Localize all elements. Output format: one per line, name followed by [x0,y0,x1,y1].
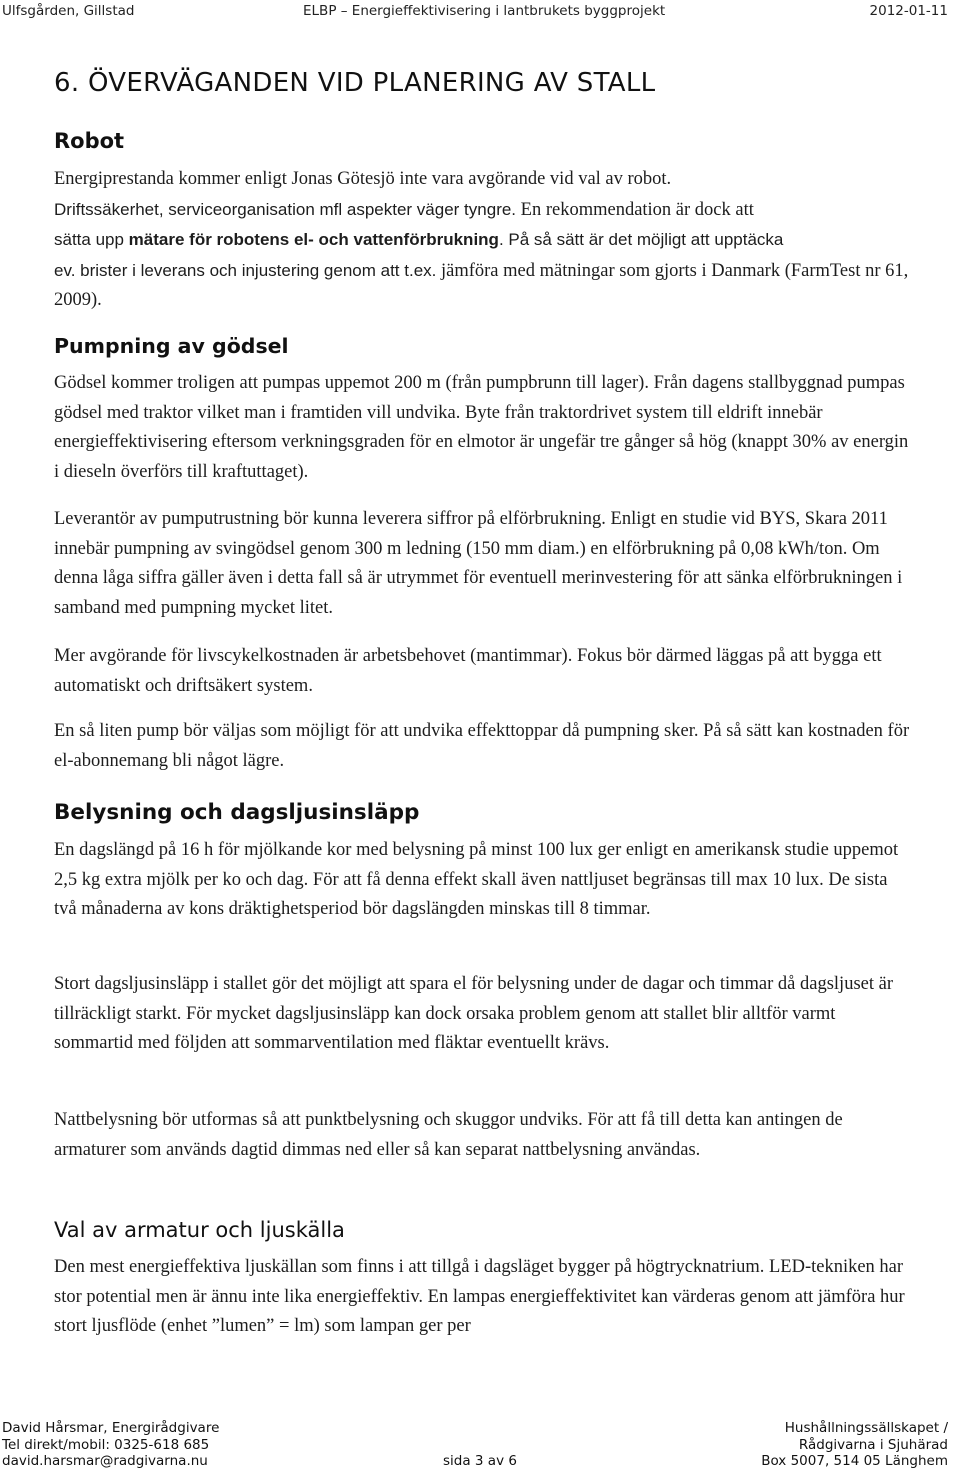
footer-phone: Tel direkt/mobil: 0325-618 685 [2,1436,210,1453]
footer-address: Box 5007, 514 05 Länghem [761,1453,948,1469]
footer-org: Hushållningssällskapet / [784,1420,948,1436]
light-heading: Belysning och dagsljusinsläpp [54,800,420,825]
robot-p1-d: sätta upp [54,230,129,249]
header-center: ELBP – Energieffektivisering i lantbrukets byggprojekt [303,3,666,19]
pump-paragraph-1 [54,369,914,487]
header-date: 2012-01-11 [869,3,948,19]
pump-paragraph-2: Leverantör av pumputrustning bör kunna leverera siffror på elförbrukning. Enligt en studie vid BYS, Skara 2011 innebär pumpning av svingödsel genom 300 m ledning (150 mm diam.) en elförbrukning på 0,08 kWh/ton. Om denna låga siffra gäller även i detta fall så är utrymmet för eventuell merinvestering för att sänka elförbrukningen i samband med pumpning mycket litet. [54,509,903,618]
header-left: Ulfsgården, Gillstad [2,3,135,19]
footer-organization [761,1420,948,1470]
pump-p1-a: Gödsel kommer troligen att pumpas uppemot 200 m (från pumpbrunn till lager). [54,373,649,393]
robot-p1-e: . På så sätt är det möjligt att upptäcka [498,230,784,249]
pump-p1-b: Från dagens stallbyggnad pumpas gödsel med traktor vilket man i framtiden vill undvika. [54,373,905,423]
pump-paragraph-3: Mer avgörande för livscykelkostnaden är arbetsbehovet (mantimmar). Fokus bör därmed läggas på att bygga ett automatiskt och driftsäkert system. [54,646,882,696]
light-paragraph-2: Stort dagsljusinsläpp i stallet gör det möjligt att spara el för belysning under de dagar och timmar då dagsljuset är tillräckligt starkt. För mycket dagsljusinsläpp kan dock orsaka problem genom att stallet blir alltför varmt sommartid med följden att sommarventilation med fläktar eventuellt krävs. [54,974,893,1053]
robot-paragraph [54,165,914,316]
robot-p1-a: Energiprestanda kommer enligt Jonas Götesjö inte vara avgörande vid val av robot. [54,169,672,189]
robot-p1-g: jämföra med mätningar som gjorts i Danmark (FarmTest nr 61, 2009). [54,260,909,310]
footer-contact [2,1420,219,1470]
robot-p1-bold: mätare för robotens el- och vattenförbrukning [128,230,499,249]
light-paragraph-1: En dagslängd på 16 h för mjölkande kor med belysning på minst 100 lux ger enligt en amerikansk studie uppemot 2,5 kg extra mjölk per ko och dag. För att få denna effekt skall även nattljuset begränsas till max 10 lux. De sista två månaderna av kons dräktighetsperiod bör dagslängden minskas till 8 timmar. [54,840,899,919]
robot-p1-c: En rekommendation är dock att [516,199,754,220]
robot-p1-f: ev. brister i leverans och injustering genom att t.ex. [54,260,437,280]
armatur-heading: Val av armatur och ljuskälla [54,1218,345,1242]
footer-email: david.harsmar@radgivarna.nu [2,1453,208,1469]
page-number: sida 3 av 6 [443,1453,517,1469]
page-title: 6. ÖVERVÄGANDEN VID PLANERING AV STALL [54,68,656,98]
footer-unit: Rådgivarna i Sjuhärad [798,1436,948,1453]
robot-p1-b: Driftssäkerhet, serviceorganisation mfl aspekter väger tyngre. [54,199,517,219]
armatur-paragraph-1: Den mest energieffektiva ljuskällan som finns i att tillgå i dagsläget bygger på högtrycknatrium. LED-tekniken har stor potential men är ännu inte lika energieffektiv. En lampas energieffektivitet kan värderas genom att jämföra hur stort ljusflöde (enhet ”lumen” = lm) som lampan ger per [54,1257,905,1336]
pump-heading: Pumpning av gödsel [54,334,289,358]
footer-name: David Hårsmar, Energirådgivare [2,1420,220,1436]
light-paragraph-3: Nattbelysning bör utformas så att punktbelysning och skuggor undviks. För att få till detta kan antingen de armaturer som används dagtid dimmas ned eller så kan separat nattbelysning användas. [54,1110,843,1160]
pump-paragraph-4: En så liten pump bör väljas som möjligt för att undvika effekttoppar då pumpning sker. På så sätt kan kostnaden för el-abonnemang bli något lägre. [54,721,910,771]
robot-heading: Robot [54,129,125,153]
pump-p1-c: Byte från traktordrivet system till eldrift innebär energieffektivisering eftersom verkningsgraden för en elmotor är ungefär tre gånger så hög (knappt 30% av energin i dieseln överförs till kraftuttaget). [54,402,909,482]
